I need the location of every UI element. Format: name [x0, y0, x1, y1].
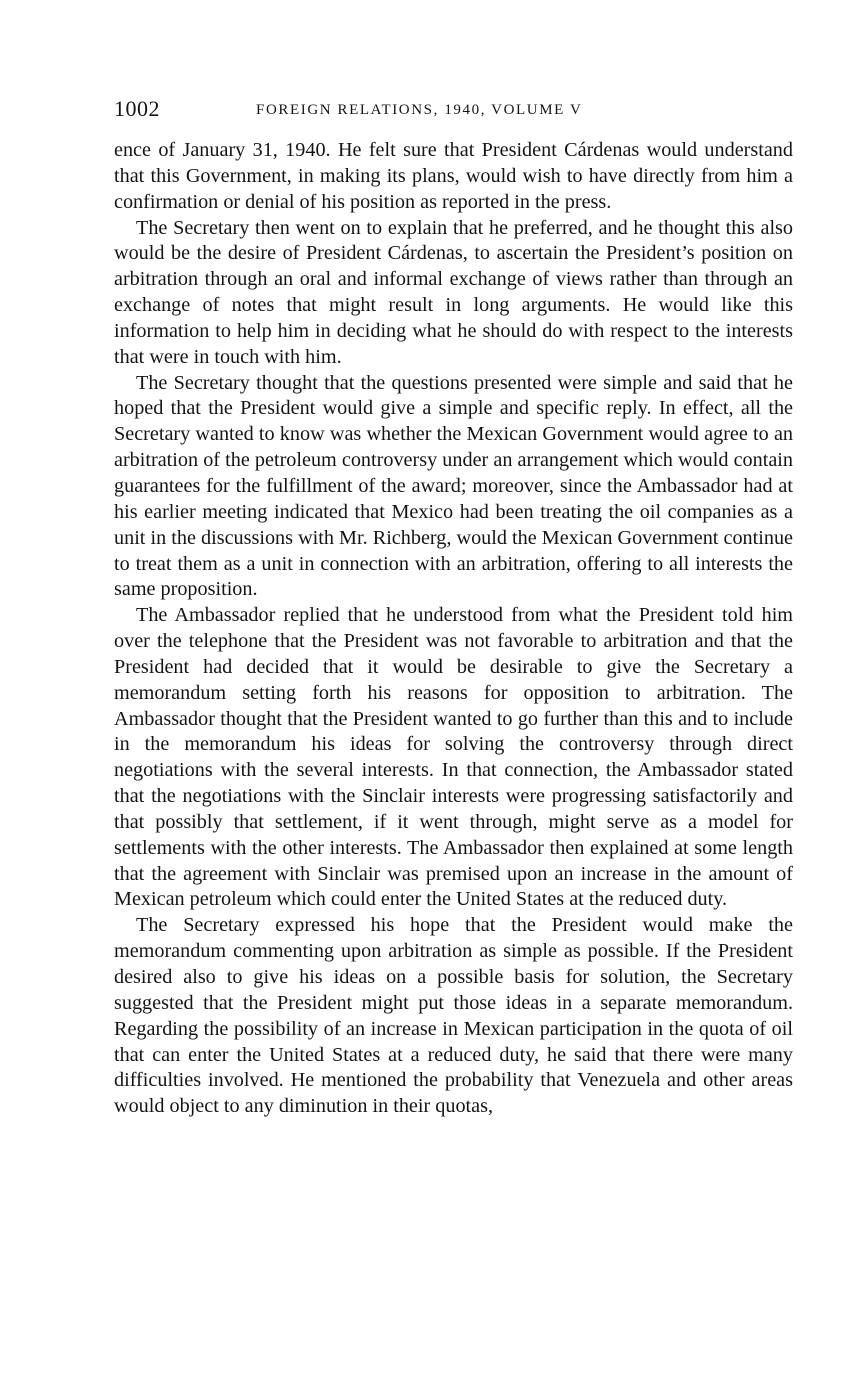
page-number: 1002	[114, 96, 160, 121]
paragraph: The Secretary expressed his hope that the President would make the memorandum commenting upon arbitration as simple as possible. If the President desired also to give his ideas on a possible basis for solution, the Secretary suggested that the President might put those ideas in a separate memorandum. Regarding the possibility of an increase in Mexican participation in the quota of oil that can enter the United States at a reduced duty, he said that there were many difficulties involved. He mentioned the probability that Venezuela and other areas would object to any diminution in their quotas,	[114, 914, 793, 1118]
document-page	[114, 96, 793, 1120]
running-head: FOREIGN RELATIONS, 1940, VOLUME V	[256, 102, 583, 118]
paragraph: The Secretary thought that the questions presented were simple and said that he hoped that the President would give a simple and specific reply. In effect, all the Secretary wanted to know was whether the Mexican Government would agree to an arbitration of the petroleum controversy under an arrangement which would contain guarantees for the fulfillment of the award; moreover, since the Ambassador had at his earlier meeting indicated that Mexico had been treating the oil companies as a unit in the discussions with Mr. Richberg, would the Mexican Government continue to treat them as a unit in connection with an arbitration, offering to all interests the same proposition.	[114, 371, 793, 601]
paragraph: The Ambassador replied that he understood from what the President told him over the telephone that the President was not favorable to arbitration and that the President had decided that it would be desirable to give the Secretary a memorandum setting forth his reasons for opposition to arbitration. The Ambassador thought that the President wanted to go further than this and to include in the memorandum his ideas for solving the controversy through direct negotiations with the several interests. In that connection, the Ambassador stated that the negotiations with the Sinclair interests were progressing satisfactorily and that possibly that settlement, if it went through, might serve as a model for settlements with the other interests. The Ambassador then explained at some length that the agreement with Sinclair was premised upon an increase in the amount of Mexican petroleum which could enter the United States at the reduced duty.	[114, 604, 793, 911]
page-header	[114, 96, 793, 126]
paragraph-continued: ence of January 31, 1940. He felt sure that President Cárdenas would understand that this Government, in making its plans, would wish to have directly from him a confirmation or denial of his position as reported in the press.	[114, 139, 793, 213]
paragraph: The Secretary then went on to explain that he preferred, and he thought this also would be the desire of President Cárdenas, to ascertain the President’s position on arbitration through an oral and informal exchange of views rather than through an exchange of notes that might result in long arguments. He would like this information to help him in deciding what he should do with respect to the interests that were in touch with him.	[114, 216, 793, 368]
body-text	[114, 138, 793, 1120]
